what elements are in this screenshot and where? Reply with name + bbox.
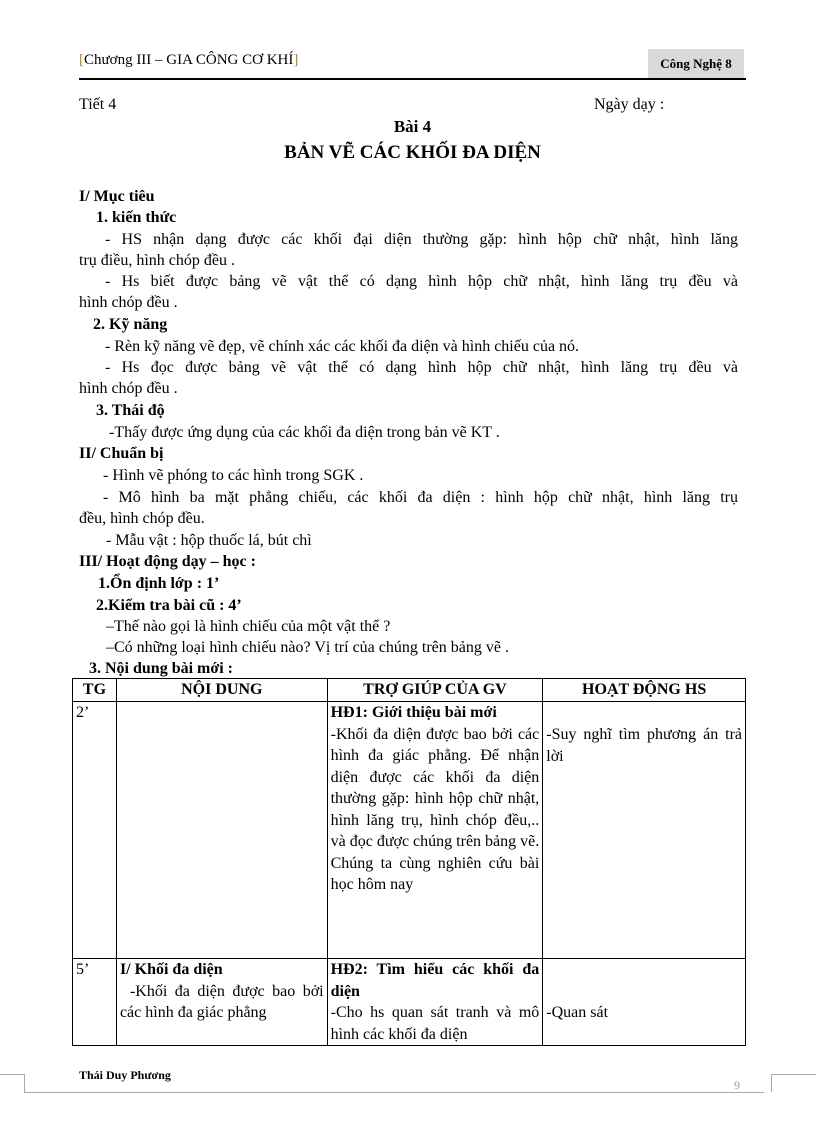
knowledge-heading: 1. kiến thức: [96, 209, 177, 226]
preparation-heading: II/ Chuẩn bị: [79, 445, 164, 462]
row-teacher-text: -Cho hs quan sát tranh và mô hình các khối đa diện: [330, 1004, 540, 1043]
footer-page-number: 9: [734, 1078, 740, 1092]
row-student: [543, 702, 746, 959]
activities-step-1: 1.Ổn định lớp : 1’: [98, 575, 220, 592]
running-header-chapter: [79, 52, 298, 69]
review-question-1: –Thế nào gọi là hình chiếu của một vật thể ?: [106, 618, 391, 635]
footer-rule-left-tick: [24, 1074, 25, 1092]
row-teacher-title: HĐ2: Tìm hiểu các khối đa diện: [330, 961, 540, 1000]
table-header-student: HOẠT ĐỘNG HS: [543, 679, 746, 702]
row-content: [116, 959, 327, 1046]
table-header-row: [73, 679, 746, 702]
preparation-item-2: - Mô hình ba mặt phẳng chiếu, các khối đa diện : hình hộp chữ nhật, hình lăng trụ: [103, 489, 738, 506]
table-row: [73, 959, 746, 1046]
row-student-text: -Suy nghĩ tìm phương án trả lời: [546, 726, 742, 765]
table-header-content: NỘI DUNG: [116, 679, 327, 702]
row-student: [543, 959, 746, 1046]
table-header-time: TG: [73, 679, 117, 702]
skills-item-2: - Hs đọc được bảng vẽ vật thể có dạng hình hộp chữ nhật, hình lăng trụ đều và: [105, 359, 738, 376]
preparation-item-2-cont: đều, hình chóp đều.: [79, 510, 205, 527]
table-row: [73, 702, 746, 959]
header-chapter-title: Chương III – GIA CÔNG CƠ KHÍ: [84, 52, 294, 68]
row-time: 5’: [73, 959, 117, 1046]
review-question-2: –Có những loại hình chiếu nào? Vị trí của chúng trên bảng vẽ .: [106, 639, 509, 656]
lesson-period: Tiết 4: [79, 96, 117, 113]
knowledge-item-1: - HS nhận dạng được các khối đại diện thường gặp: hình hộp chữ nhật, hình lăng: [105, 231, 738, 248]
row-content: [116, 702, 327, 959]
header-bracket-close: ]: [293, 52, 299, 68]
activities-heading: III/ Hoạt động dạy – học :: [79, 553, 256, 570]
footer-rule-right-tick: [771, 1074, 772, 1092]
skills-item-1: - Rèn kỹ năng vẽ đẹp, vẽ chính xác các khối đa diện và hình chiếu của nó.: [105, 338, 580, 355]
row-teacher: [327, 959, 543, 1046]
objectives-heading: I/ Mục tiêu: [79, 188, 155, 205]
attitude-item-1: -Thấy được ứng dụng của các khối đa diện trong bản vẽ KT .: [109, 424, 500, 441]
header-subject-box: Công Nghệ 8: [648, 49, 744, 78]
row-time: 2’: [73, 702, 117, 959]
footer-rule-bottom: [24, 1092, 764, 1093]
header-bracket-open: [: [79, 52, 84, 68]
header-divider: [79, 78, 746, 80]
skills-heading: 2. Kỹ năng: [93, 316, 168, 333]
attitude-heading: 3. Thái độ: [96, 402, 165, 419]
knowledge-item-2: - Hs biết được bảng vẽ vật thể có dạng hình hộp chữ nhật, hình lăng trụ đều và: [105, 273, 738, 290]
lesson-number: Bài 4: [393, 117, 432, 136]
row-teacher-text: -Khối đa diện được bao bởi các hình đa giác phẳng. Để nhận diện được các khối đa diện thường gặp: hình hộp chữ nhật, hình lăng trụ, hình chóp đều,.. và đọc được chúng trên bảng vẽ. Chúng ta cùng nghiên cứu bài học hôm nay: [330, 725, 540, 893]
row-teacher: [327, 702, 543, 959]
activities-step-2: 2.Kiểm tra bài cũ : 4’: [96, 597, 242, 614]
lesson-table: [72, 678, 746, 1046]
row-content-text: -Khối đa diện được bao bởi các hình đa giác phẳng: [119, 982, 324, 1021]
lesson-date-label: Ngày dạy :: [594, 96, 665, 113]
row-student-text: -Quan sát: [546, 1004, 609, 1021]
row-teacher-title: HĐ1: Giới thiệu bài mới: [330, 704, 497, 721]
preparation-item-1: - Hình vẽ phóng to các hình trong SGK .: [103, 467, 364, 484]
table-header-teacher: TRỢ GIÚP CỦA GV: [327, 679, 543, 702]
footer-author: Thái Duy Phương: [79, 1068, 171, 1082]
footer-rule-right: [771, 1074, 816, 1075]
row-content-title: I/ Khối đa diện: [119, 961, 223, 978]
lesson-title: BẢN VẼ CÁC KHỐI ĐA DIỆN: [284, 142, 541, 163]
preparation-item-3: - Mẫu vật : hộp thuốc lá, bút chì: [106, 532, 312, 549]
footer-rule-left: [0, 1074, 24, 1075]
activities-step-3: 3. Nội dung bài mới :: [89, 660, 233, 677]
skills-item-2-cont: hình chóp đều .: [79, 380, 178, 397]
knowledge-item-1-cont: trụ điều, hình chóp đều .: [79, 252, 235, 269]
knowledge-item-2-cont: hình chóp đều .: [79, 294, 178, 311]
